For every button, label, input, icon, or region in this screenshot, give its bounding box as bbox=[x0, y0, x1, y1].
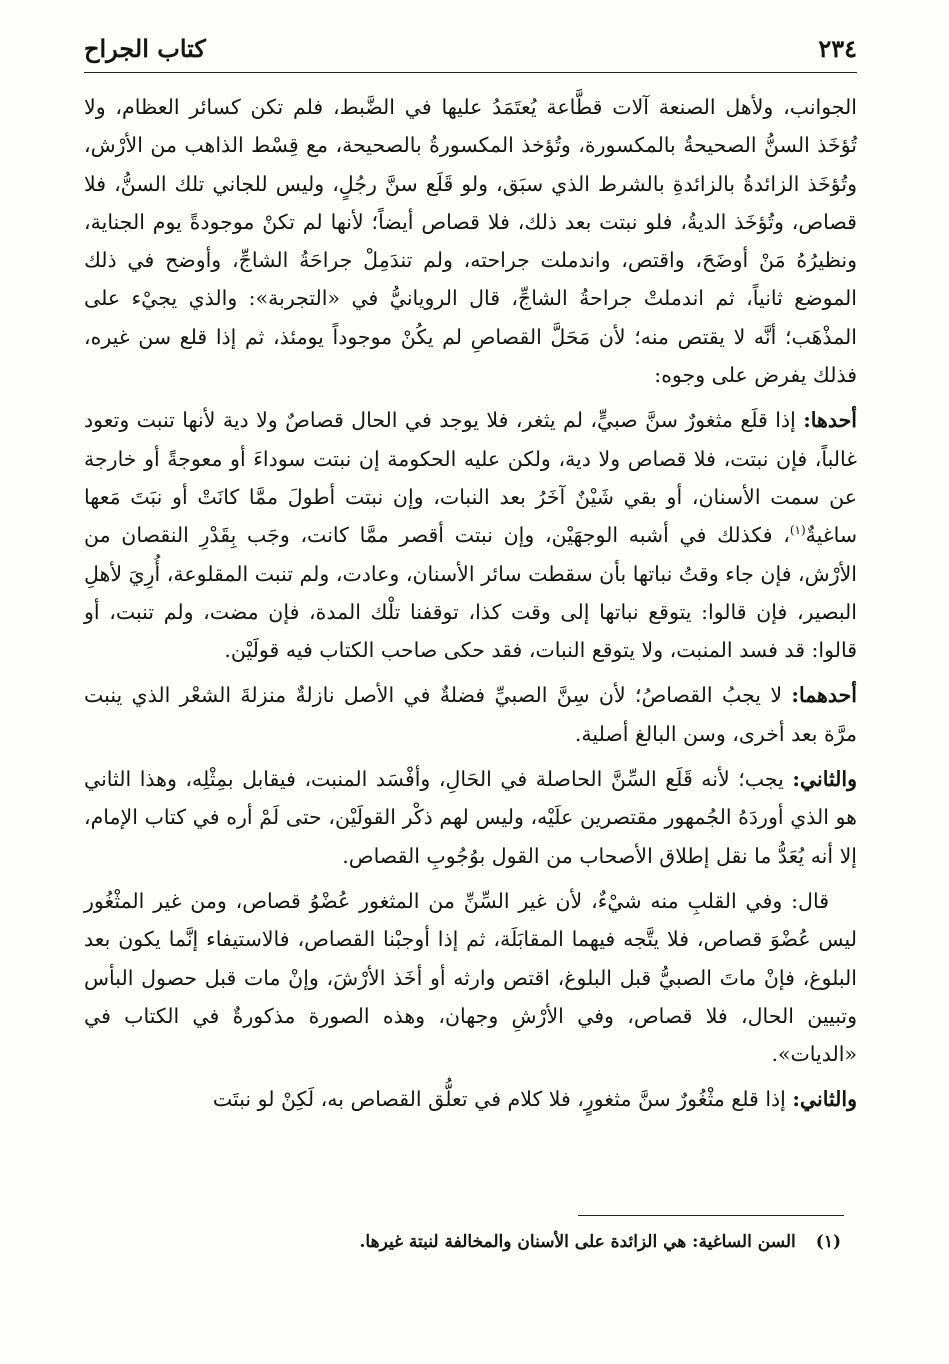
paragraph-lead: أحدها: bbox=[803, 408, 857, 433]
paragraph-text: الجوانب، ولأهل الصنعة آلات قطَّاعة يُعتَمَدُ عليها في الضَّبط، فلم تكن كسائر العظام، ولا تُؤخَذ السنُّ الصحيحةُ بالمكسورة، وتُؤخذ المكسورةُ بالصحيحة، مع قِسْط الذاهب من الأرْش، وتُؤخَذ الزائدةُ بالزائدةِ بالشرط الذي سبَق، ولو قَلَع سنَّ رجُلٍ، وليس للجاني تلك السنُّ، فلا قصاص، وتُؤخَذ الديةُ، فلو نبتت بعد ذلك، فلا قصاص أيضاً؛ لأنها لم تكنْ موجودةً يوم الجناية، ونظيرُهُ مَنْ أوضَحَ، واقتص، واندملت جراحته، ولم تندَمِلْ جراحَةُ الشاجِّ، وأوضح في ذلك الموضع ثانياً، ثم اندملتْ جراحةُ الشاجِّ، قال الرويانيُّ في «التجربة»: والذي يجيْء على المذْهَب؛ أنَّه لا يقتص منه؛ لأن مَحَلَّ القصاصِ لم يكُنْ موجوداً يومئذ، ثم إذا قلع سن غيره، فذلك يفرض على وجوه: bbox=[84, 95, 857, 388]
page-number: ٢٣٤ bbox=[818, 33, 857, 63]
chapter-title: كتاب الجراح bbox=[84, 33, 206, 63]
paragraph bbox=[84, 88, 857, 394]
paragraph-text: قال: وفي القلبِ منه شيْءٌ، لأن غير السِّنِّ من المثغور عُضْوُ قصاص، ومن غير المثْغُور ليس عُضْوَ قصاص، فلا يتَّجه فيهما المقابَلَة، ثم إذا أوجبْنا القصاص، فالاستيفاء إنَّما يكون بعد البلوغ، فإنْ ماتَ الصبيُّ قبل البلوغ، اقتص وارثه أو أخَذ الأرْشَ، وإنْ مات قبل حصول البأس وتبيين الحال، فلا قصاص، وفي الأرْشِ وجهان، وهذه الصورة مذكورةٌ في الكتاب في «الديات». bbox=[84, 888, 857, 1067]
paragraph-text: إذا قلَع مثغورٌ سنَّ صبيٍّ، لم يثغر، فلا يوجد في الحال قصاصٌ ولا دية لأنها تنبت وتعود غالباً، فإن نبتت، فلا قصاص ولا دية، ولكن عليه الحكومة إن نبتت سوداءَ أو معوجةً أو خارجة عن سمت الأسنان، أو بقي شَيْنٌ آخَرُ بعد النبات، وإن نبتت أطولَ ممَّا كانَتْ أو نبَتَ مَعها ساغيةٌ bbox=[84, 408, 857, 548]
paragraph-lead: والثاني: bbox=[792, 767, 857, 792]
paragraph bbox=[84, 676, 857, 753]
paragraph-lead: أحدهما: bbox=[791, 683, 857, 708]
header-divider bbox=[84, 72, 857, 73]
paragraph-text: لا يجبُ القصاصُ؛ لأن سِنَّ الصبيِّ فضلةٌ في الأصل نازلةٌ منزلةَ الشعْر الذي ينبت مرَّة بعد أخرى، وسن البالغ أصلية. bbox=[84, 683, 857, 746]
paragraph bbox=[84, 882, 857, 1073]
paragraph-text-continued: ، فكذلك في أشبه الوجهَيْن، وإن نبتت أقصر ممَّا كانت، وجَب بِقَدْرِ النقصان من الأرْش، فإن جاء وقتُ نباتها بأن سقطت سائر الأسنان، وعادت، ولم تنبت المقلوعة، أُرِيَ لأهلِ البصير، فإن قالوا: يتوقع نباتها إلى وقت كذا، توقفنا تلْك المدة، فإن مضت، ولم تنبت، أو قالوا: قد فسد المنبت، ولا يتوقع النبات، فقد حكى صاحب الكتاب فيه قولَيْن. bbox=[84, 523, 857, 663]
body-text bbox=[84, 88, 857, 1126]
footnote bbox=[84, 1228, 841, 1256]
footnote-reference[interactable]: (١) bbox=[789, 523, 806, 538]
page-header bbox=[84, 26, 857, 70]
paragraph bbox=[84, 1080, 857, 1118]
paragraph-text: يجب؛ لأنه قَلَع السِّنَّ الحاصلة في الحَالِ، وأفْسَد المنبت، فيقابل بمِثْلِه، وهذا الثاني هو الذي أوردَهُ الجُمهور مقتصرين علَيْه، وليس لهم ذكْر القولَيْن، حتى لَمْ أره في كتاب الإمام، إلا أنه يُعَدُّ ما نقل إطلاق الأصحاب من القول بوُجُوبِ القصاص. bbox=[84, 767, 857, 868]
paragraph-lead: والثاني: bbox=[792, 1087, 857, 1112]
paragraph bbox=[84, 760, 857, 875]
footnote-number: (١) bbox=[815, 1232, 841, 1252]
footnote-text: السن الساغية: هي الزائدة على الأسنان والمخالفة لنبتة غيرها. bbox=[359, 1232, 796, 1252]
paragraph bbox=[84, 401, 857, 669]
footnote-divider bbox=[578, 1215, 844, 1216]
paragraph-text: إذا قلع مثْغُورٌ سنَّ مثغورٍ، فلا كلام في تعلُّق القصاص به، لَكِنْ لو نبتَت bbox=[212, 1087, 793, 1112]
